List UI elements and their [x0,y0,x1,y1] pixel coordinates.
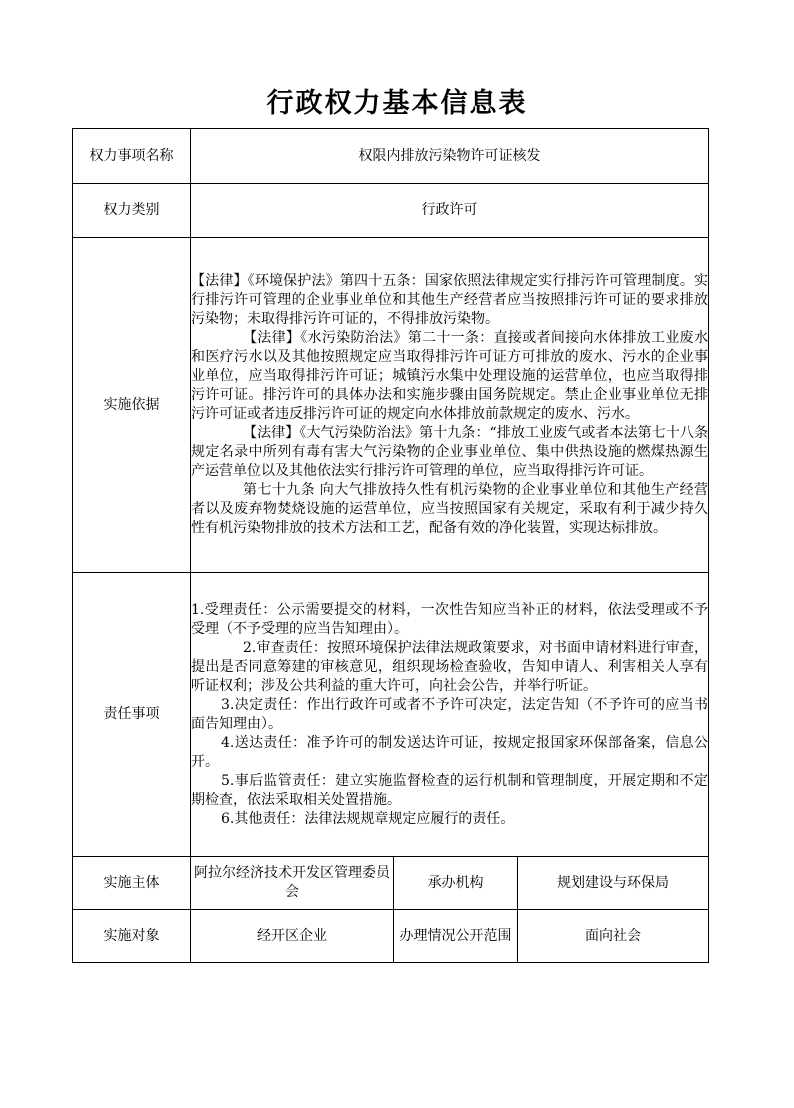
duty-paragraph: 5.事后监管责任：建立实施监督检查的运行机制和管理制度，开展定期和不定期检查，依法采取相关处置措施。 [191,772,708,808]
row-subject [73,857,709,910]
row-category [73,184,709,238]
target-value: 经开区企业 [191,910,394,963]
target-label: 实施对象 [73,910,191,963]
duty-paragraph: 3.决定责任：作出行政许可或者不予许可决定，法定告知（不予许可的应当书面告知理由）。 [191,696,708,732]
org-value: 规划建设与环保局 [518,857,709,910]
row-duty [73,573,709,857]
duty-paragraph: 2.审查责任：按照环境保护法律法规政策要求，对书面申请材料进行审查，提出是否同意筹建的审核意见，组织现场检查验收，告知申请人、利害相关人享有听证权利；涉及公共利益的重大许可，向社会公告，并举行听证。 [191,639,708,694]
subject-value: 阿拉尔经济技术开发区管理委员会 [191,857,394,910]
basis-label: 实施依据 [73,238,191,573]
basis-paragraph: 【法律】《水污染防治法》第二十一条：直接或者间接向水体排放工业废水和医疗污水以及其他按照规定应当取得排污许可证方可排放的废水、污水的企业事业单位，应当取得排污许可证；城镇污水集中处理设施的运营单位，也应当取得排污许可证。排污许可的具体办法和实施步骤由国务院规定。禁止企业事业单位无排污许可证或者违反排污许可证的规定向水体排放前款规定的废水、污水。 [191,330,708,422]
duty-label: 责任事项 [73,573,191,857]
org-label: 承办机构 [394,857,518,910]
basis-content [191,238,709,573]
name-label: 权力事项名称 [73,129,191,184]
category-value: 行政许可 [191,184,709,238]
basis-paragraph: 【法律】《环境保护法》第四十五条：国家依照法律规定实行排污许可管理制度。实行排污许可管理的企业事业单位和其他生产经营者应当按照排污许可证的要求排放污染物；未取得排污许可证的，不得排放污染物。 [191,273,708,327]
category-label: 权力类别 [73,184,191,238]
subject-label: 实施主体 [73,857,191,910]
basis-paragraph: 第七十九条 向大气排放持久性有机污染物的企业事业单位和其他生产经营者以及废弃物焚烧设施的运营单位，应当按照国家有关规定，采取有利于减少持久性有机污染物排放的技术方法和工艺，配备有效的净化装置，实现达标排放。 [191,482,708,536]
duty-paragraph: 6.其他责任：法律法规规章规定应履行的责任。 [221,810,515,827]
basis-paragraph: 【法律】《大气污染防治法》第十九条：“排放工业废气或者本法第七十八条规定名录中所列有毒有害大气污染物的企业事业单位、集中供热设施的燃煤热源生产运营单位以及其他依法实行排污许可管理的单位，应当取得排污许可证。 [191,425,708,479]
info-table [72,128,709,963]
public-label: 办理情况公开范围 [394,910,518,963]
name-value: 权限内排放污染物许可证核发 [191,129,709,184]
public-value: 面向社会 [518,910,709,963]
row-basis [73,238,709,573]
duty-paragraph: 1.受理责任：公示需要提交的材料，一次性告知应当补正的材料，依法受理或不予受理（不予受理的应当告知理由）。 [191,601,708,637]
duty-paragraph: 4.送达责任：准予许可的制发送达许可证，按规定报国家环保部备案，信息公开。 [191,734,708,770]
page-title: 行政权力基本信息表 [266,88,528,119]
duty-content [191,573,709,857]
row-name [73,129,709,184]
row-target [73,910,709,963]
